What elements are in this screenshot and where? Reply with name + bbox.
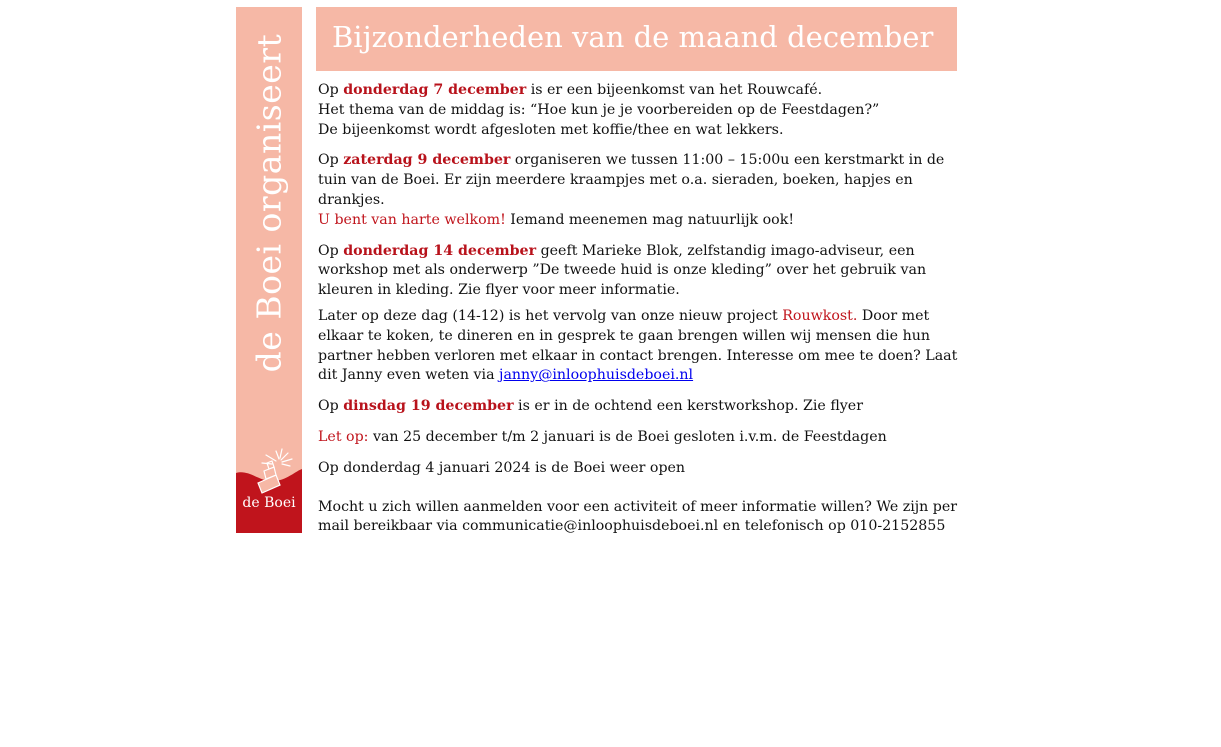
- event-text: Later op deze dag (14-12) is het vervolg van onze nieuw project: [318, 307, 783, 324]
- notice-text: van 25 december t/m 2 januari is de Boei gesloten i.v.m. de Feestdagen: [368, 428, 887, 445]
- page-header: [316, 7, 957, 71]
- page-title: Bijzonderheden van de maand december: [332, 20, 934, 54]
- event-date: donderdag 7 december: [343, 82, 527, 98]
- project-name: Rouwkost.: [782, 307, 858, 324]
- welcome-post: Iemand meenemen mag natuurlijk ook!: [505, 211, 795, 228]
- email-link-janny[interactable]: janny@inloophuisdeboei.nl: [499, 367, 694, 384]
- event-text: organiseren we tussen 11:00 – 15:00u een kerstmarkt in de tuin van de Boei. Er zijn meerdere kraampjes met o.a. sieraden, boeken, hapjes en drankjes.: [318, 152, 945, 208]
- paragraph-rouwcafe: [318, 81, 958, 140]
- event-text: geeft Marieke Blok, zelfstandig imago-adviseur, een workshop met als onderwerp ”De tweede huid is onze kleding” over het gebruik van kleuren in kleding. Zie flyer voor meer informatie.: [318, 242, 927, 299]
- event-date: zaterdag 9 december: [343, 152, 511, 169]
- paragraph-reopen: Op donderdag 4 januari 2024 is de Boei weer open: [318, 459, 686, 476]
- text-op: Op: [318, 82, 344, 98]
- event-closing: De bijeenkomst wordt afgesloten met koffie/thee en wat lekkers.: [318, 121, 784, 138]
- sidebar-banner: [236, 7, 302, 533]
- main-content: [318, 81, 958, 548]
- event-date: dinsdag 19 december: [343, 398, 514, 415]
- event-theme: Het thema van de middag is: “Hoe kun je je voorbereiden op de Feestdagen?”: [318, 101, 880, 118]
- event-text-continued: Door met elkaar te koken, te dineren en in gesprek te gaan brengen willen wij mensen die hun partner hebben verloren met elkaar in contact brengen. Interesse om mee te doen? Laat dit Janny even weten via: [318, 307, 958, 384]
- notice-label: Let op:: [318, 428, 369, 445]
- sidebar-vertical-title: de Boei organiseert: [249, 33, 289, 373]
- logo-text: de Boei: [242, 495, 296, 511]
- event-text: is er in de ochtend een kerstworkshop. Zie flyer: [513, 398, 863, 415]
- paragraph-workshop: [318, 242, 958, 301]
- text-op: Op: [318, 152, 344, 169]
- text-op: Op: [318, 398, 344, 415]
- event-text: is er een bijeenkomst van het Rouwcafé.: [526, 82, 823, 98]
- paragraph-rouwkost: [318, 307, 958, 386]
- text-op: Op: [318, 242, 344, 259]
- paragraph-contact: Mocht u zich willen aanmelden voor een activiteit of meer informatie willen? We zijn per mail bereikbaar via communicatie@inloophuisdeboei.nl en telefonisch op 010-2152855: [318, 498, 958, 535]
- welcome-text: U bent van harte welkom!: [318, 211, 506, 228]
- paragraph-let-op: [318, 428, 958, 448]
- paragraph-kerstmarkt: [318, 151, 958, 230]
- event-date: donderdag 14 december: [343, 242, 537, 259]
- paragraph-kerstworkshop: [318, 397, 958, 417]
- lighthouse-logo-icon: [236, 425, 302, 533]
